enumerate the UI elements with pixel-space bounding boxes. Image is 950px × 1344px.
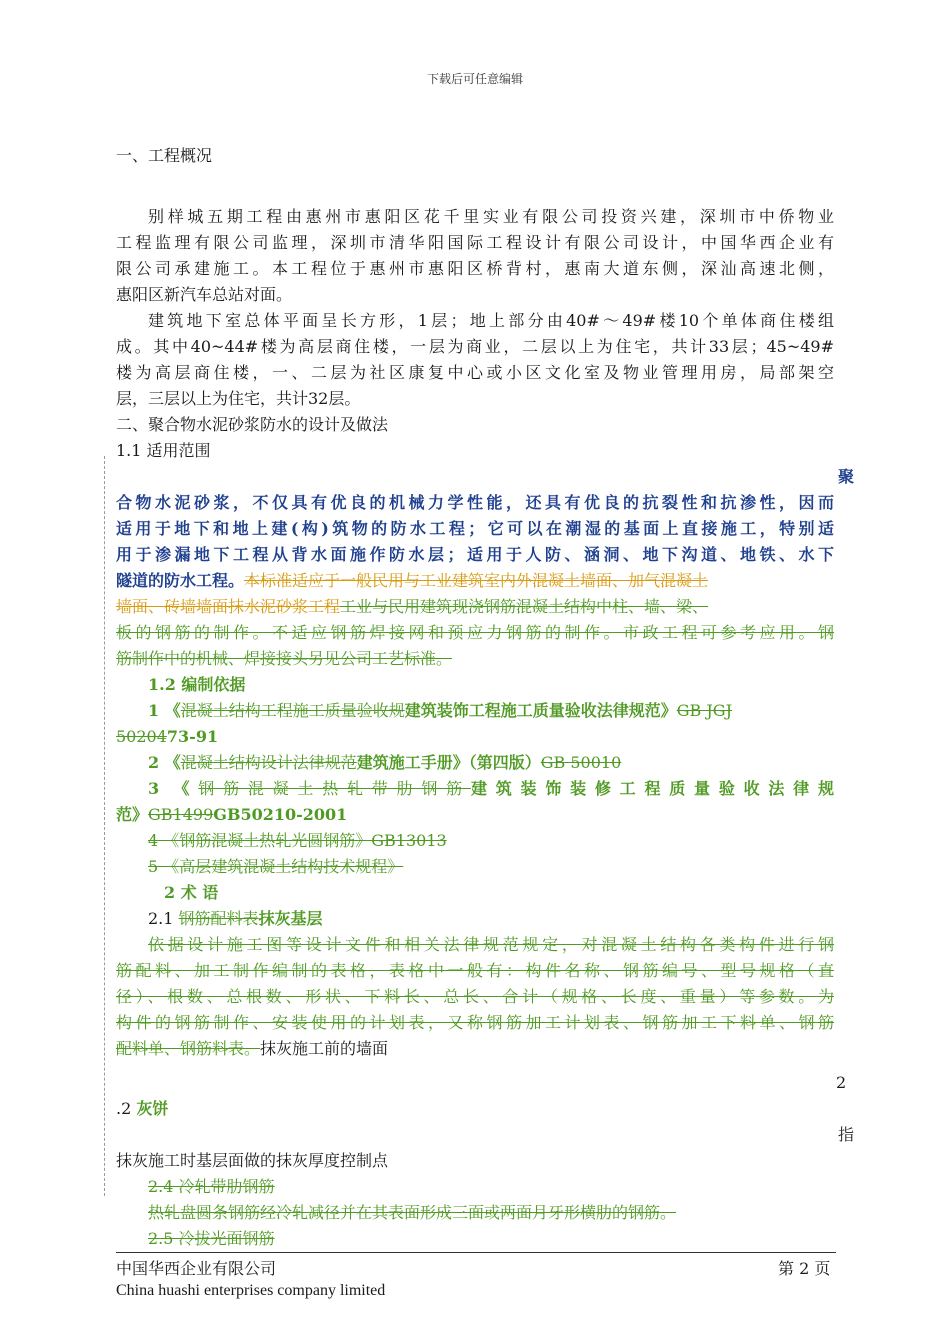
section-title-overview: 一、工程概况 bbox=[116, 146, 213, 165]
ref5-line: 5 《高层建筑混凝土结构技术规程》 bbox=[148, 857, 404, 876]
subsection-2-4: 2.4 冷轧带肋钢筋 bbox=[148, 1177, 275, 1196]
footer-page-number: 第 2 页 bbox=[778, 1259, 831, 1278]
page-header: 下载后可任意编辑 bbox=[426, 72, 523, 86]
section-terms: 2 术 语 bbox=[164, 883, 219, 902]
subsection-2-2-definition: 抹灰施工时基层面做的抹灰厚度控制点 bbox=[116, 1151, 389, 1170]
subsection-2-2-title: 灰饼 bbox=[136, 1099, 169, 1118]
overview-para1-line4: 惠阳区新汽车总站对面。 bbox=[116, 285, 293, 304]
ref2-line bbox=[148, 750, 621, 776]
subsection-2-4-definition: 热轧盘圆条钢筋经冷轧减径并在其表面形成三面或两面月牙形横肋的钢筋。 bbox=[148, 1203, 677, 1222]
subsection-2-2 bbox=[116, 1096, 168, 1122]
overview-para1-line3: 限公司承建施工。本工程位于惠州市惠阳区桥背村，惠南大道东侧，深汕高速北侧， bbox=[116, 259, 834, 278]
footer-rule bbox=[116, 1252, 836, 1253]
definition-line2: 筋配料、加工制作编制的表格，表格中一般有：构件名称、钢筋编号、型号规格（直 bbox=[116, 961, 834, 980]
overview-para1-line2: 工程监理有限公司监理，深圳市清华阳国际工程设计有限公司设计，中国华西企业有 bbox=[116, 233, 834, 252]
subsection-1-2: 1.2 编制依据 bbox=[148, 675, 246, 694]
subsection-2-1-deleted: 钢筋配料表 bbox=[178, 909, 259, 928]
subsection-2-5: 2.5 冷拔光面钢筋 bbox=[148, 1229, 275, 1248]
ref1-inserted: 建筑装饰工程施工质量验收法律规范》 bbox=[404, 701, 677, 720]
ref3-line1 bbox=[116, 776, 834, 802]
overview-para2-line3: 楼为高层商住楼，一、二层为社区康复中心或小区文化室及物业管理用房，局部架空 bbox=[116, 363, 834, 382]
ref1-line1 bbox=[148, 698, 732, 724]
definition-line5-deleted: 配料单、钢筋料表。 bbox=[116, 1039, 261, 1058]
ref1-prefix: 1 《 bbox=[148, 701, 181, 720]
ref1-line2-code: 73-91 bbox=[166, 727, 219, 746]
ref3-line2-code: GB50210-2001 bbox=[213, 805, 348, 824]
scope-line4-orange: 本标准适应于一般民用与工业建筑室内外混凝土墙面、加气混凝土 bbox=[244, 571, 709, 590]
scope-line5 bbox=[116, 594, 708, 620]
subsection-1-1: 1.1 适用范围 bbox=[116, 441, 211, 460]
subsection-2-1-number: 2.1 bbox=[148, 909, 179, 928]
scope-line4-blue: 隧道的防水工程。 bbox=[116, 571, 245, 590]
scope-line7: 筋制作中的机械、焊接接头另见公司工艺标准。 bbox=[116, 649, 453, 668]
definition-line4: 构件的钢筋制作、安装使用的计划表，又称钢筋加工计划表、钢筋加工下料单、钢筋 bbox=[116, 1013, 834, 1032]
scope-line1: 合物水泥砂浆，不仅具有优良的机械力学性能，还具有优良的抗裂性和抗渗性，因而 bbox=[116, 493, 834, 512]
revision-change-bar bbox=[104, 456, 106, 1196]
scope-line2: 适用于地下和地上建(构)筑物的防水工程；它可以在潮湿的基面上直接施工，特别适 bbox=[116, 519, 834, 538]
ref4-line: 4 《钢筋混凝土热轧光圆钢筋》GB13013 bbox=[148, 831, 447, 850]
definition-line3: 径）、根数、总根数、形状、下料长、总长、合计（规格、长度、重量）等参数。为 bbox=[116, 987, 834, 1006]
ref2-inserted: 建筑施工手册》（第四版） bbox=[356, 753, 541, 772]
subsection-2-1-inserted: 抹灰基层 bbox=[258, 909, 323, 928]
scope-line5-orange: 墙面、砖墙墙面抹水泥砂浆工程 bbox=[116, 597, 341, 616]
definition-line5-inserted: 抹灰施工前的墙面 bbox=[260, 1039, 389, 1058]
ref2-prefix: 2 《 bbox=[148, 753, 181, 772]
subsection-2-1 bbox=[148, 906, 323, 932]
right-fragment-2: 2 bbox=[836, 1073, 847, 1092]
ref3-line2-deleted: GB1499 bbox=[148, 805, 214, 824]
scope-line6: 板的钢筋的制作。不适应钢筋焊接网和预应力钢筋的制作。市政工程可参考应用。钢 bbox=[116, 623, 834, 642]
ref1-deleted-code: GB JGJ bbox=[676, 701, 732, 720]
ref3-deleted: 钢筋混凝土热轧带肋钢筋 bbox=[198, 779, 471, 798]
ref1-deleted: 混凝土结构工程施工质量验收规 bbox=[180, 701, 405, 720]
right-fragment-zhi: 指 bbox=[838, 1125, 855, 1144]
ref2-deleted: 混凝土结构设计法律规范 bbox=[180, 753, 357, 772]
ref1-line2 bbox=[116, 724, 218, 750]
section-title-waterproof: 二、聚合物水泥砂浆防水的设计及做法 bbox=[116, 415, 389, 434]
definition-line1: 依据设计施工图等设计文件和相关法律规范规定，对混凝土结构各类构件进行钢 bbox=[148, 935, 834, 954]
scope-line5-green: 工业与民用建筑现浇钢筋混凝土结构中柱、墙、梁、 bbox=[340, 597, 709, 616]
ref3-prefix: 3 《 bbox=[148, 779, 199, 798]
ref3-line2 bbox=[116, 802, 347, 828]
ref1-line2-deleted: 50204 bbox=[116, 727, 167, 746]
scope-line3: 用于渗漏地下工程从背水面施作防水层；适用于人防、涵洞、地下沟道、地铁、水下 bbox=[116, 545, 834, 564]
scope-first-char: 聚 bbox=[838, 467, 855, 486]
overview-para2-line4: 层，三层以上为住宅，共计32层。 bbox=[116, 389, 361, 408]
footer-company-cn: 中国华西企业有限公司 bbox=[116, 1259, 277, 1278]
overview-para2-line1: 建筑地下室总体平面呈长方形，1层；地上部分由40#～49#楼10个单体商住楼组 bbox=[148, 311, 834, 330]
footer-company-en: China huashi enterprises company limited bbox=[116, 1282, 386, 1299]
definition-line5 bbox=[116, 1036, 388, 1062]
ref2-deleted-code: GB 50010 bbox=[540, 753, 622, 772]
overview-para2-line2: 成。其中40~44#楼为高层商住楼，一层为商业，二层以上为住宅，共计33层；45~49# bbox=[116, 337, 834, 356]
overview-para1-line1: 别样城五期工程由惠州市惠阳区花千里实业有限公司投资兴建，深圳市中侨物业 bbox=[148, 207, 834, 226]
ref3-inserted: 建筑装饰装修工程质量验收法律规 bbox=[470, 779, 834, 798]
scope-line4 bbox=[116, 568, 708, 594]
subsection-2-2-number: .2 bbox=[116, 1099, 137, 1118]
ref3-line2-inserted: 范》 bbox=[116, 805, 149, 824]
